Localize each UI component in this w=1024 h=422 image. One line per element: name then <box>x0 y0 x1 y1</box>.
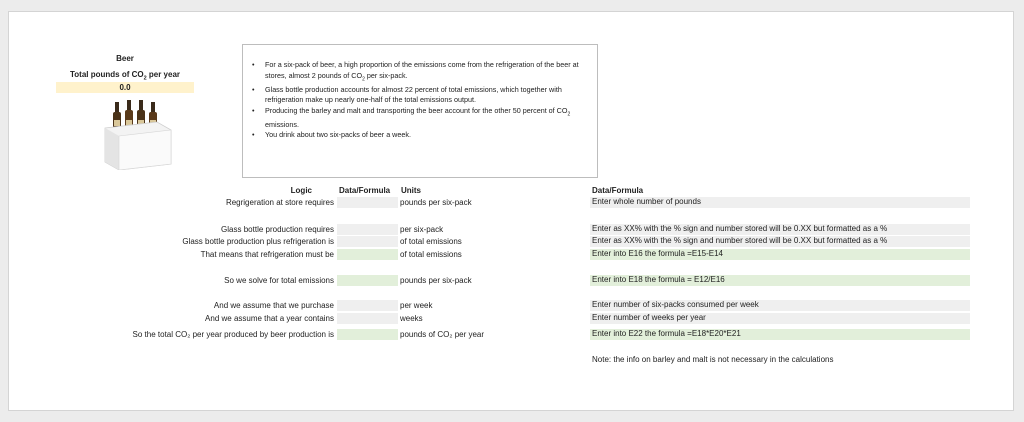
total-co2-value-cell[interactable]: 0.0 <box>56 82 194 93</box>
logic-weeks-per-year: And we assume that a year contains <box>205 314 334 323</box>
units-glass-production: per six-pack <box>400 225 444 234</box>
units-total-emissions: pounds per six-pack <box>400 276 472 285</box>
input-cell-weeks-per-year[interactable] <box>337 313 398 324</box>
units-refrigeration-share: of total emissions <box>400 250 462 259</box>
formula-cell-total-emissions[interactable] <box>337 275 398 286</box>
six-pack-image <box>101 98 175 170</box>
instruction-purchase-per-week: Enter number of six-packs consumed per week <box>590 300 970 311</box>
header-logic: Logic <box>290 186 312 195</box>
logic-glass-plus-refrigeration: Glass bottle production plus refrigeration is <box>182 237 334 246</box>
header-data-formula: Data/Formula <box>339 186 391 195</box>
instruction-glass-production: Enter as XX% with the % sign and number stored will be 0.XX but formatted as a % <box>590 224 970 235</box>
units-total-co2-per-year: pounds of CO₂ per year <box>400 330 485 339</box>
instruction-total-co2-per-year: Enter into E22 the formula =E18*E20*E21 <box>590 329 970 340</box>
instruction-refrigeration-share: Enter into E16 the formula =E15-E14 <box>590 249 970 260</box>
beer-title: Beer <box>116 54 134 63</box>
units-purchase-per-week: per week <box>400 301 433 310</box>
bullet-item: • Glass bottle production accounts for almost 22 percent of total emissions, which together with refrigeration make up nearly one-half of the total emissions output. <box>252 84 562 105</box>
units-refrigeration: pounds per six-pack <box>400 198 472 207</box>
logic-refrigeration-share: That means that refrigeration must be <box>200 250 334 259</box>
logic-refrigeration: Regrigeration at store requires <box>225 198 334 207</box>
instruction-total-emissions: Enter into E18 the formula = E12/E16 <box>590 275 970 286</box>
logic-total-emissions: So we solve for total emissions <box>224 276 334 285</box>
input-cell-purchase-per-week[interactable] <box>337 300 398 311</box>
input-cell-glass-production[interactable] <box>337 224 398 235</box>
info-bullet-list <box>252 60 587 141</box>
header-units: Units <box>401 186 421 195</box>
logic-purchase-per-week: And we assume that we purchase <box>213 301 334 310</box>
input-cell-glass-plus-refrigeration[interactable] <box>337 236 398 247</box>
instruction-glass-plus-refrigeration: Enter as XX% with the % sign and number stored will be 0.XX but formatted as a % <box>590 236 970 247</box>
logic-total-co2-per-year: So the total CO₂ per year produced by beer production is <box>132 330 334 339</box>
units-glass-plus-refrigeration: of total emissions <box>400 237 462 246</box>
logic-glass-production: Glass bottle production requires <box>221 225 334 234</box>
total-co2-label: Total pounds of $CO_2$ per year <box>69 70 181 82</box>
input-cell-refrigeration[interactable] <box>337 197 398 208</box>
info-text-box <box>242 44 598 178</box>
bullet-item: • You drink about two six-packs of beer a week. <box>252 130 411 140</box>
bullet-item: • For a six-pack of beer, a high proportion of the emissions come from the refrigeration of the beer at stores, almost 2 pounds of $CO_2$ per six-pack. <box>252 60 579 83</box>
carton-box <box>105 122 171 170</box>
bullet-item: • Producing the barley and malt and transporting the beer account for the other 50 percent of $CO_2$ emissions. <box>252 105 571 129</box>
note-text: Note: the info on barley and malt is not necessary in the calculations <box>592 355 834 364</box>
instruction-weeks-per-year: Enter number of weeks per year <box>590 313 970 324</box>
formula-cell-total-co2-per-year[interactable] <box>337 329 398 340</box>
units-weeks-per-year: weeks <box>400 314 423 323</box>
instruction-refrigeration: Enter whole number of pounds <box>590 197 970 208</box>
formula-cell-refrigeration-share[interactable] <box>337 249 398 260</box>
header-data-formula-right: Data/Formula <box>592 186 644 195</box>
